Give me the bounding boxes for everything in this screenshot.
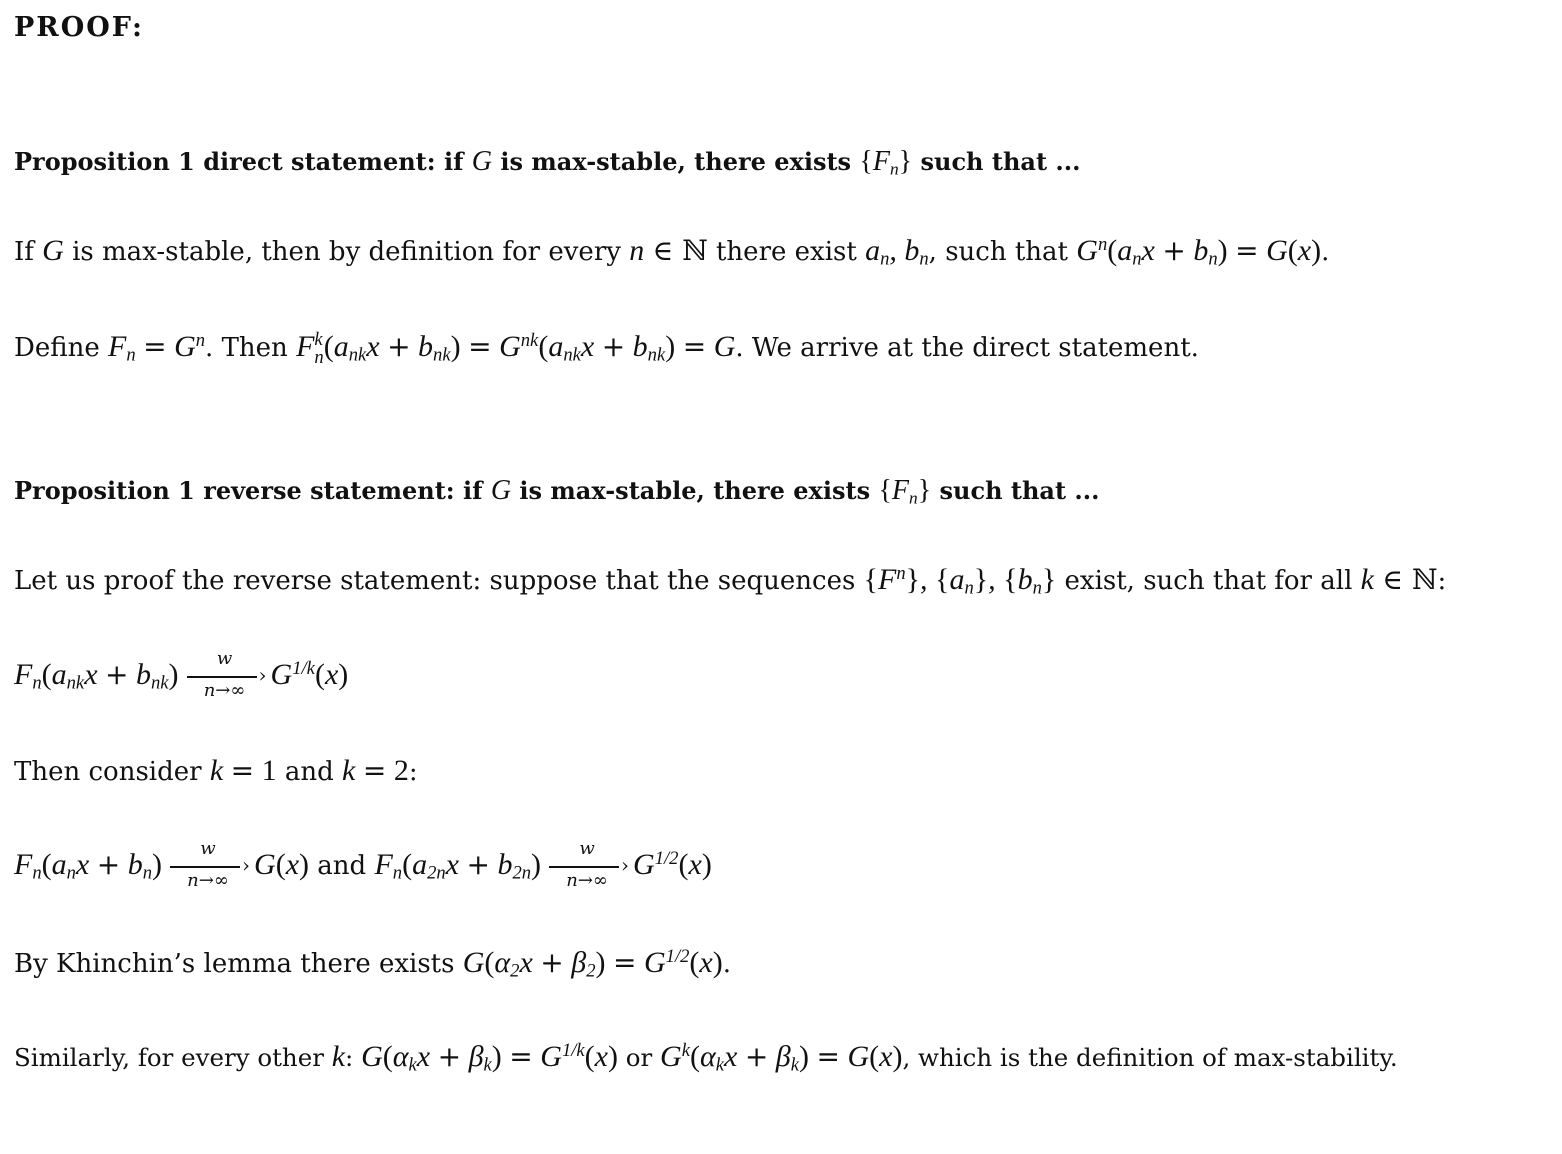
reverse-paragraph-2: Then consider k = 1 and k = 2: (14, 754, 418, 787)
reverse-paragraph-1: Let us proof the reverse statement: suppose that the sequences $\{F^n\}$, $\{a_n\}$, $\{b_n\}$ exist, such that for all k ∈ ℕ: (14, 563, 1447, 599)
reverse-paragraph-4: Similarly, for every other k: $G(\alpha_kx + \beta_k) = G^{1/k}(x)$ or $G^k(\alpha_kx + \beta_k) = G(x)$, which is the definition of max-stability. (14, 1040, 1398, 1076)
proof-title: PROOF: (14, 12, 144, 43)
weak-convergence-arrow: w › n→∞ (168, 852, 248, 882)
direct-paragraph-2: Define $F_n = G^n$. Then F k n $(a_{nk}x + b_{nk}) = G^{nk}(a_{nk}x + b_{nk}) = G$. We arrive at the direct statement. (14, 329, 1199, 368)
reverse-equation-2: $F_n(a_nx + b_n)$ w › n→∞ G(x) and $F_n(a_{2n}x + b_{2n})$ w › n→∞ $G^{1/2}(x)$ (14, 838, 712, 892)
reverse-paragraph-3: By Khinchin’s lemma there exists $G(\alpha_2x + \beta_2) = G^{1/2}(x)$. (14, 946, 731, 982)
weak-convergence-arrow: w › n→∞ (547, 852, 627, 882)
direct-paragraph-1: If G is max-stable, then by definition for every n ∈ ℕ there exist $a_n$, $b_n$, such that $G^n(a_nx + b_n) = G(x)$. (14, 234, 1330, 270)
direct-statement-heading: Proposition 1 direct statement: if G is max-stable, there exists $\{F_n\}$ such that ... (14, 146, 1081, 179)
weak-convergence-arrow: w › n→∞ (185, 662, 265, 692)
reverse-equation-1: $F_n(a_{nk}x + b_{nk})$ w › n→∞ $G^{1/k}(x)$ (14, 648, 349, 702)
reverse-statement-heading: Proposition 1 reverse statement: if G is max-stable, there exists $\{F_n\}$ such that ... (14, 475, 1100, 508)
